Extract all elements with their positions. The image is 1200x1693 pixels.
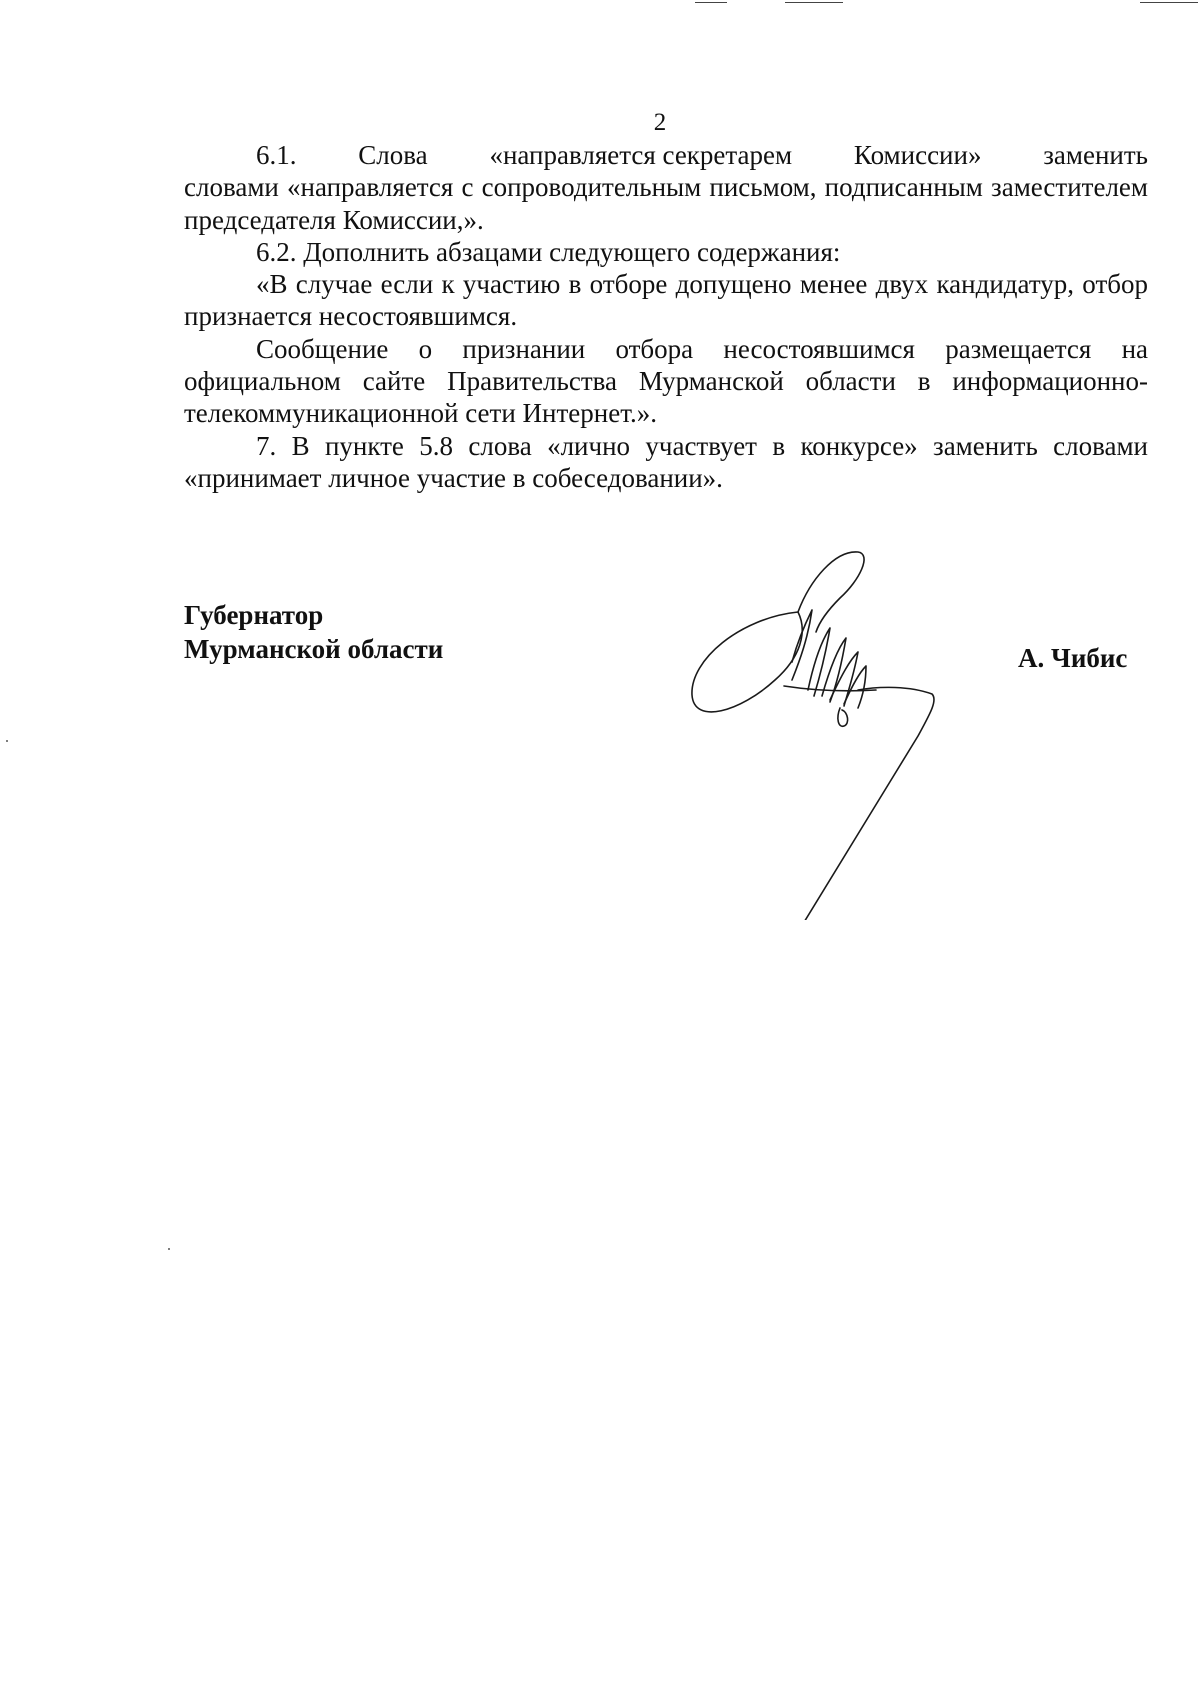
lead-word: 6.1. — [256, 140, 297, 170]
handwritten-signature — [680, 540, 1000, 920]
signatory-title-line-1: Губернатор — [184, 600, 324, 630]
lead-word: Слова — [358, 140, 428, 170]
scan-artifact — [1140, 2, 1198, 3]
lead-word: «направляется секретарем — [489, 140, 793, 170]
paragraph-6-2: 6.2. Дополнить абзацами следующего содержания: — [256, 236, 841, 267]
lead-word: заменить — [1043, 140, 1148, 170]
scan-speck — [6, 740, 8, 742]
paragraph-6-1-rest: словами «направляется с сопроводительным письмом, подписанным заместителем председателя Комиссии,». — [184, 172, 1148, 235]
signatory-title — [184, 598, 443, 666]
scan-artifact — [785, 2, 843, 3]
signatory-title-line-2: Мурманской области — [184, 634, 444, 664]
page-number: 2 — [653, 109, 667, 136]
paragraph-6-1 — [184, 139, 1148, 236]
document-body — [184, 139, 1148, 494]
paragraph-6-1-lead — [184, 139, 1148, 171]
paragraph-quote-2: Сообщение о признании отбора несостоявшимся размещается на официальном сайте Правительства Мурманской области в информационно-телекоммуникационной сети Интернет.». — [184, 333, 1148, 429]
scan-speck — [168, 1248, 170, 1250]
paragraph-7: 7. В пункте 5.8 слова «лично участвует в конкурсе» заменить словами «принимает личное участие в собеседовании». — [184, 430, 1148, 493]
lead-word: Комиссии» — [853, 140, 982, 170]
signatory-name: А. Чибис — [1018, 643, 1128, 673]
paragraph-quote-1: «В случае если к участию в отборе допущено менее двух кандидатур, отбор признается несостоявшимся. — [184, 269, 1148, 332]
scan-artifact — [695, 2, 727, 3]
